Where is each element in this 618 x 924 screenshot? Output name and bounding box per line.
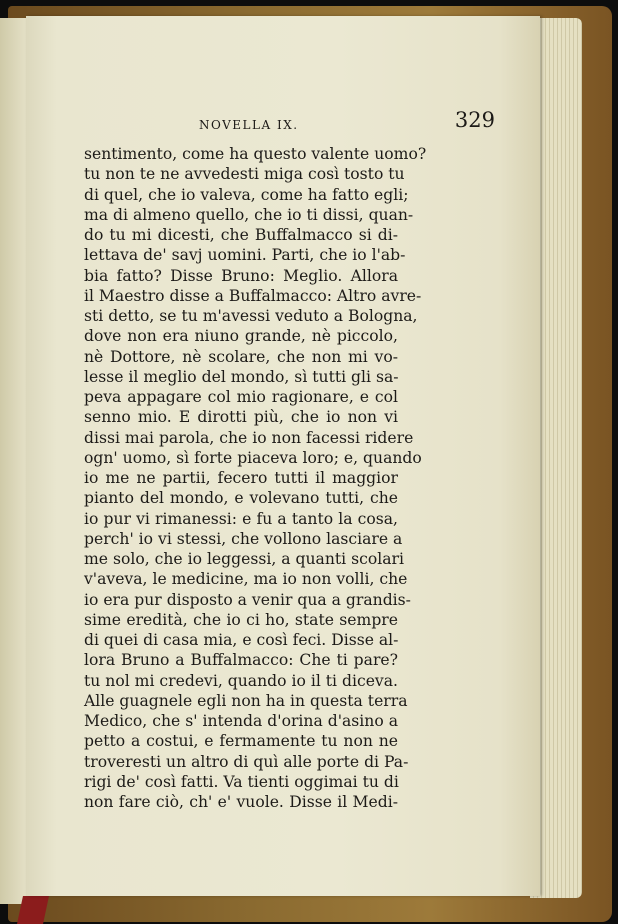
body-text (84, 144, 427, 812)
text-line: dove non era niuno grande, nè piccolo, (84, 327, 398, 346)
text-line: io era pur disposto a venir qua a grandis- (84, 590, 411, 609)
text-line: sentimento, come ha questo valente uomo? (84, 145, 427, 163)
text-line: tu nol mi credevi, quando io il ti diceva. (84, 671, 398, 690)
text-line: nè Dottore, nè scolare, che non mi vo- (84, 347, 398, 366)
text-line: dissi mai parola, che io non facessi ridere (84, 428, 414, 447)
page-number: 329 (454, 108, 495, 132)
text-line: io pur vi rimanessi: e fu a tanto la cosa, (84, 509, 398, 528)
text-line: pianto del mondo, e volevano tutti, che (84, 489, 398, 508)
text-line: v'aveva, le medicine, ma io non volli, che (84, 570, 408, 589)
text-line: non fare ciò, ch' e' vuole. Disse il Medi- (84, 793, 398, 811)
text-line: tu non te ne avvedesti miga così tosto tu (84, 165, 405, 184)
text-line: bia fatto? Disse Bruno: Meglio. Allora (84, 266, 398, 285)
text-line: il Maestro disse a Buffalmacco: Altro avre- (84, 286, 422, 305)
page-header (109, 104, 499, 140)
text-line: senno mio. E dirotti più, che io non vi (84, 408, 398, 427)
text-line: Alle guagnele egli non ha in questa terra (84, 691, 408, 710)
text-line: petto a costui, e fermamente tu non ne (84, 732, 398, 751)
text-line: do tu mi dicesti, che Buffalmacco si di- (84, 226, 398, 244)
text-line: lesse il meglio del mondo, sì tutti gli sa- (84, 367, 399, 386)
text-line: di quei di casa mia, e così feci. Disse al- (84, 631, 399, 649)
text-line: sime eredità, che io ci ho, state sempre (84, 610, 398, 629)
text-line: sti detto, se tu m'avessi veduto a Bologna, (84, 307, 418, 325)
text-line: peva appagare col mio ragionare, e col (84, 388, 398, 406)
text-line: di quel, che io valeva, come ha fatto egli; (84, 185, 409, 204)
text-line: troveresti un altro di quì alle porte di Pa- (84, 752, 409, 771)
text-line: perch' io vi stessi, che vollono lasciare a (84, 529, 403, 548)
text-line: io me ne partii, fecero tutti il maggior (84, 469, 398, 487)
text-line: rigi de' così fatti. Va tienti oggimai tu di (84, 772, 399, 791)
facing-page-edge (0, 18, 27, 904)
text-line: lora Bruno a Buffalmacco: Che ti pare? (84, 651, 398, 670)
text-line: Medico, che s' intenda d'orina d'asino a (84, 712, 398, 730)
text-line: me solo, che io leggessi, a quanti scolari (84, 550, 404, 568)
text-line: ma di almeno quello, che io ti dissi, quan- (84, 205, 414, 224)
text-line: ogn' uomo, sì forte piaceva loro; e, quando (84, 448, 422, 467)
text-line: lettava de' savj uomini. Parti, che io l'ab- (84, 246, 406, 265)
running-head: NOVELLA IX. (199, 118, 299, 132)
